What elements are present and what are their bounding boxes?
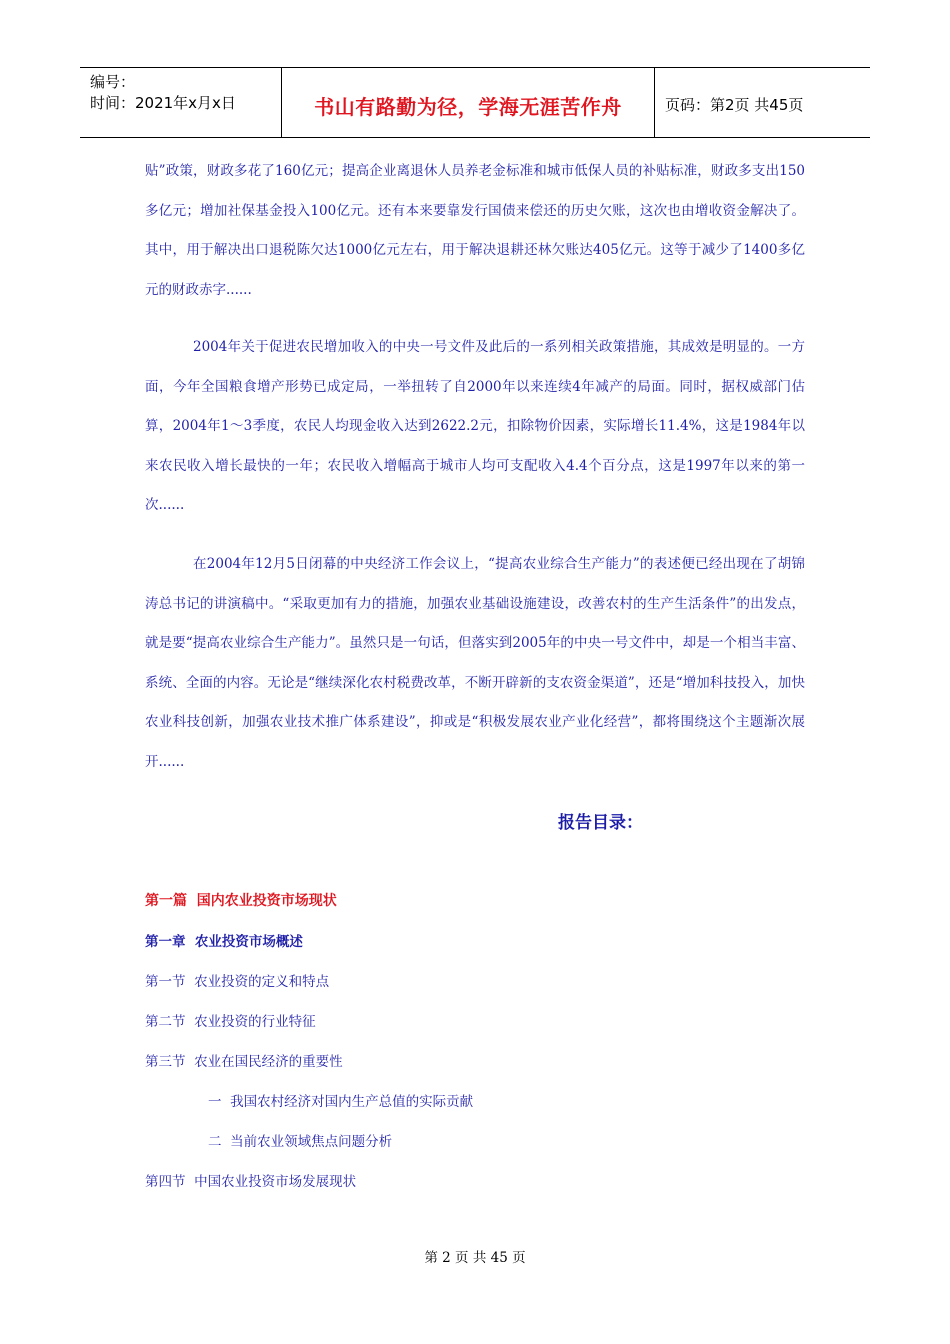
toc-section-3[interactable]: 第三节 农业在国民经济的重要性 (145, 1054, 343, 1070)
toc-section-1[interactable]: 第一节 农业投资的定义和特点 (145, 974, 330, 990)
toc-section-4[interactable]: 第四节 中国农业投资市场发展现状 (145, 1174, 357, 1190)
toc-subsection-1[interactable]: 一 我国农村经济对国内生产总值的实际贡献 (208, 1094, 474, 1110)
header-motto-cell (282, 68, 655, 137)
header-page-number: 页码：第2页 共45页 (665, 96, 804, 114)
toc-chapter-1[interactable]: 第一章 农业投资市场概述 (145, 934, 303, 950)
body-paragraph-2: 2004年关于促进农民增加收入的中央一号文件及此后的一系列相关政策措施，其成效是明显的。一方面，今年全国粮食增产形势已成定局，一举扭转了自2000年以来连续4年减产的局面。同时，据权威部门估算，2004年1～3季度，农民人均现金收入达到2622.2元，扣除物价因素，实际增长11.4%，这是1984年以来农民收入增长最快的一年；农民收入增幅高于城市人均可支配收入4.4个百分点，这是1997年以来的第一次...... (145, 339, 805, 513)
document-number-label: 编号： (90, 73, 136, 91)
page-footer: 第 2 页 共 45 页 (424, 1250, 526, 1266)
toc-subsection-2[interactable]: 二 当前农业领域焦点问题分析 (208, 1134, 393, 1150)
header-page-cell (655, 68, 870, 137)
toc-part-1[interactable]: 第一篇 国内农业投资市场现状 (145, 893, 337, 909)
toc-section-2[interactable]: 第二节 农业投资的行业特征 (145, 1014, 316, 1030)
document-date-label: 时间：2021年x月x日 (90, 94, 236, 112)
body-paragraph-1: 贴”政策，财政多花了160亿元；提高企业离退休人员养老金标准和城市低保人员的补贴标准，财政多支出150多亿元；增加社保基金投入100亿元。还有本来要靠发行国债来偿还的历史欠账，这次也由增收资金解决了。其中，用于解决出口退税陈欠达1000亿元左右，用于解决退耕还林欠账达405亿元。这等于减少了1400多亿元的财政赤字...... (145, 163, 805, 298)
body-paragraph-3: 在2004年12月5日闭幕的中央经济工作会议上，“提高农业综合生产能力”的表述便已经出现在了胡锦涛总书记的讲演稿中。“采取更加有力的措施，加强农业基础设施建设，改善农村的生产生活条件”的出发点，就是要“提高农业综合生产能力”。虽然只是一句话，但落实到2005年的中央一号文件中，却是一个相当丰富、系统、全面的内容。无论是“继续深化农村税费改革，不断开辟新的支农资金渠道”，还是“增加科技投入，加快农业科技创新，加强农业技术推广体系建设”，抑或是“积极发展农业产业化经营”，都将围绕这个主题渐次展开...... (145, 556, 805, 770)
toc-title: 报告目录： (558, 813, 643, 833)
document-header (80, 67, 870, 138)
header-motto: 书山有路勤为径，学海无涯苦作舟 (314, 95, 622, 119)
header-info-cell (80, 68, 282, 137)
